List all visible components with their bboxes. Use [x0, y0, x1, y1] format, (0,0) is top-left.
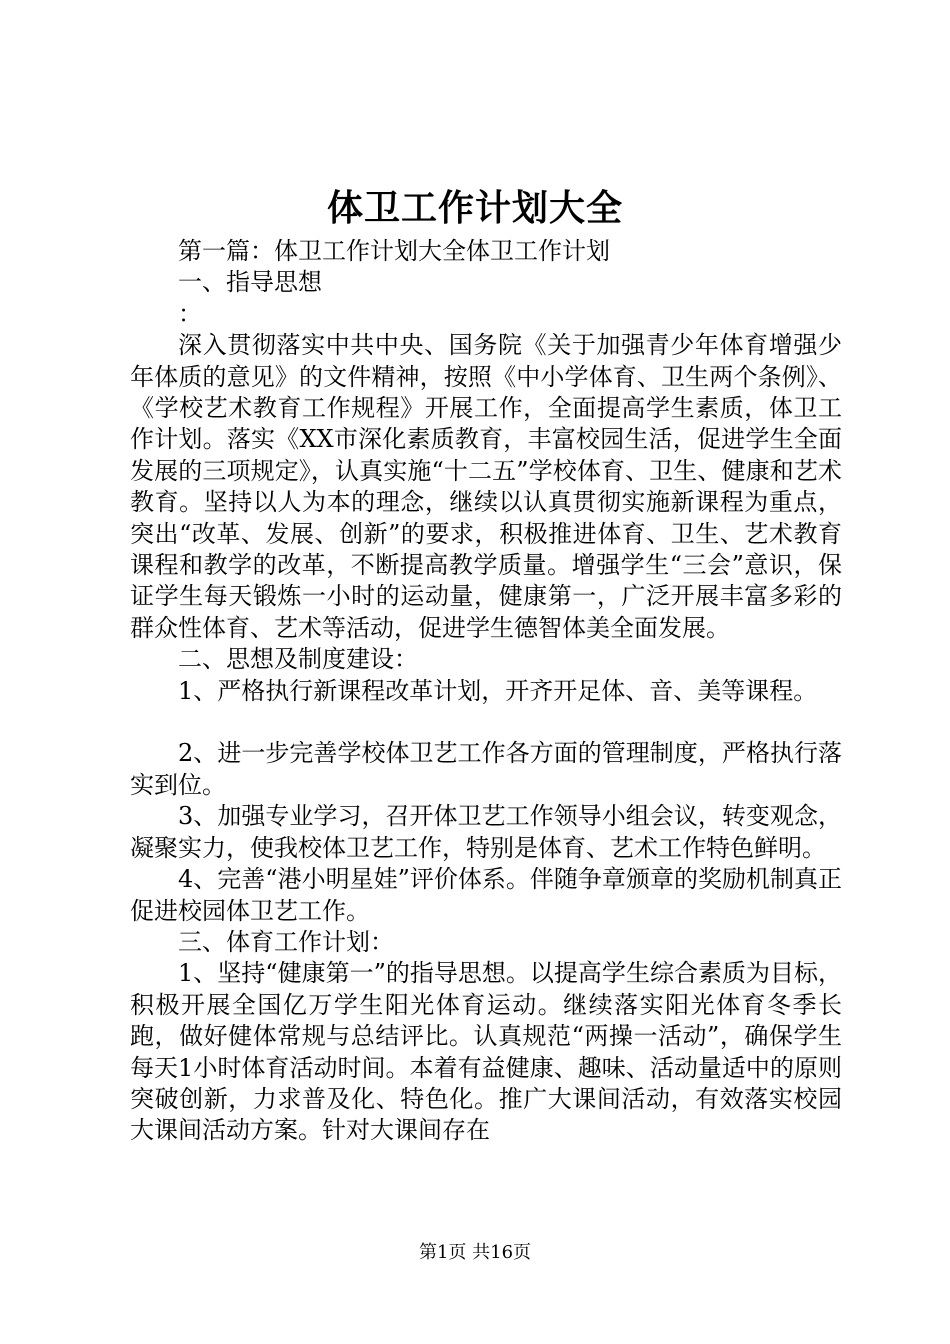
list-item: 3、加强专业学习，召开体卫艺工作领导小组会议，转变观念，凝聚实力，使我校体卫艺工作，特别是体育、艺术工作特色鲜明。: [130, 802, 842, 862]
document-body: [130, 236, 842, 1147]
document-title: 体卫工作计划大全: [326, 187, 623, 229]
section-heading: 三、体育工作计划：: [178, 927, 394, 956]
blank-line: [130, 707, 842, 738]
section-heading: 二、思想及制度建设：: [178, 645, 418, 674]
page-number: 第1页 共16页: [418, 1242, 532, 1263]
list-item: 2、进一步完善学校体卫艺工作各方面的管理制度，严格执行落实到位。: [130, 739, 842, 799]
list-item: 1、严格执行新课程改革计划，开齐开足体、音、美等课程。: [178, 676, 818, 705]
colon-line: ：: [178, 299, 202, 328]
section-heading: 第一篇：体卫工作计划大全体卫工作计划: [178, 237, 610, 265]
body-paragraph: 深入贯彻落实中共中央、国务院《关于加强青少年体育增强少年体质的意见》的文件精神，按照《中小学体育、卫生两个条例》、《学校艺术教育工作规程》开展工作，全面提高学生素质，体卫工作计划。落实《XX市深化素质教育，丰富校园生活，促进学生全面发展的三项规定》，认真实施“十二五”学校体育、卫生、健康和艺术教育。坚持以人为本的理念，继续以认真贯彻实施新课程为重点，突出“改革、发展、创新”的要求，积极推进体育、卫生、艺术教育课程和教学的改革，不断提高教学质量。增强学生“三会”意识，保证学生每天锻炼一小时的运动量，健康第一，广泛开展丰富多彩的群众性体育、艺术等活动，促进学生德智体美全面发展。: [130, 331, 842, 642]
section-heading: 一、指导思想: [178, 268, 322, 297]
list-item: 1、坚持“健康第一”的指导思想。以提高学生综合素质为目标，积极开展全国亿万学生阳光体育运动。继续落实阳光体育冬季长跑，做好健体常规与总结评比。认真规范“两操一活动”，确保学生每天1小时体育活动时间。本着有益健康、趣味、活动量适中的原则突破创新，力求普及化、特色化。推广大课间活动，有效落实校园大课间活动方案。针对大课间存在: [130, 959, 842, 1145]
list-item: 4、完善“港小明星娃”评价体系。伴随争章颁章的奖励机制真正促进校园体卫艺工作。: [130, 865, 842, 925]
